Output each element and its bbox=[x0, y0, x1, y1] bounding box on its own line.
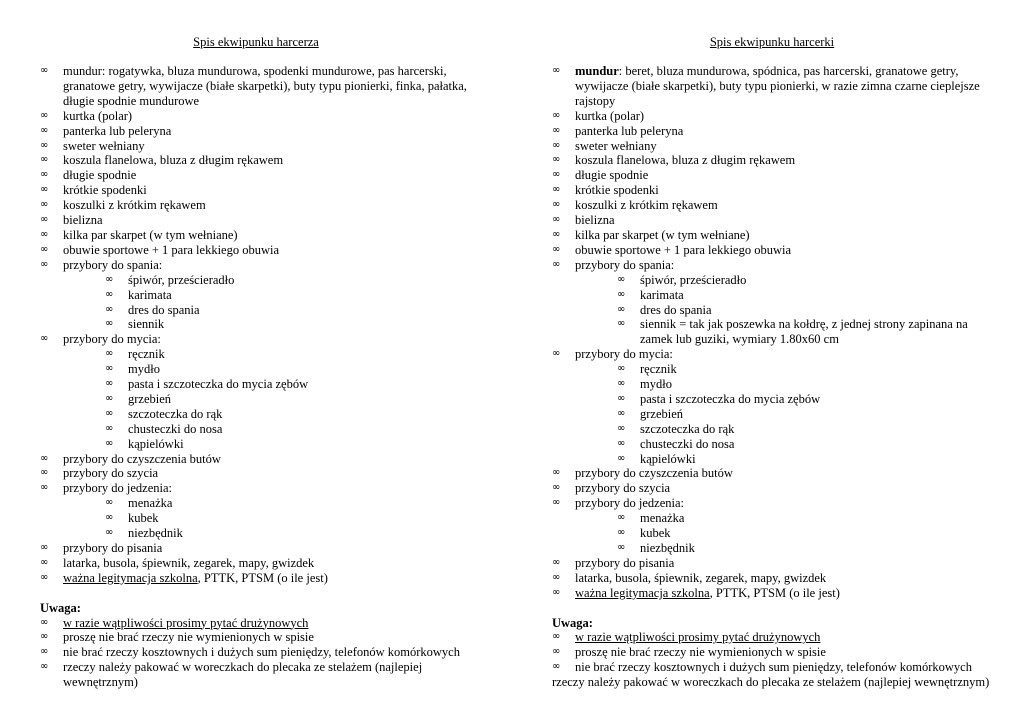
bullet-icon: ∞ bbox=[40, 452, 49, 464]
list-item: ∞ siennik = tak jak poszewka na kołdrę, z jednej strony zapinana na zamek lub guziki, wymiary 1.80x60 cm bbox=[617, 317, 968, 347]
list-item: ∞ kąpielówki bbox=[617, 451, 696, 466]
list-item: ∞ koszula flanelowa, bluza z długim rękawem bbox=[552, 153, 796, 168]
bullet-icon: ∞ bbox=[617, 452, 626, 464]
list-item: ∞ grzebień bbox=[617, 406, 684, 421]
bullet-icon: ∞ bbox=[105, 422, 114, 434]
bullet-icon: ∞ bbox=[40, 258, 49, 270]
list-item: ∞ przybory do szycia bbox=[40, 466, 159, 481]
list-item: ∞ obuwie sportowe + 1 para lekkiego obuwia bbox=[40, 242, 280, 257]
bullet-icon: ∞ bbox=[105, 407, 114, 419]
list-item: ∞ krótkie spodenki bbox=[552, 183, 659, 198]
list-item: ∞ śpiwór, prześcieradło bbox=[105, 272, 235, 287]
list-item: ∞ latarka, busola, śpiewnik, zegarek, mapy, gwizdek bbox=[40, 555, 315, 570]
bullet-icon: ∞ bbox=[552, 497, 561, 509]
list-item: ∞ karimata bbox=[617, 287, 684, 302]
ask-leaders-link[interactable]: w razie wątpliwości prosimy pytać drużynowych bbox=[63, 615, 309, 630]
bullet-icon: ∞ bbox=[105, 348, 114, 360]
list-item: ∞ dres do spania bbox=[105, 302, 200, 317]
notes-heading: Uwaga: bbox=[40, 600, 81, 615]
bullet-icon: ∞ bbox=[40, 228, 49, 240]
list-item: ∞ chusteczki do nosa bbox=[617, 436, 735, 451]
list-item: ∞ grzebień bbox=[105, 391, 172, 406]
list-item: ∞ sweter wełniany bbox=[552, 138, 657, 153]
boys-list-title: Spis ekwipunku harcerza bbox=[193, 35, 319, 49]
list-item: ∞ szczoteczka do rąk bbox=[105, 406, 223, 421]
bullet-icon: ∞ bbox=[617, 273, 626, 285]
bullet-icon: ∞ bbox=[552, 243, 561, 255]
list-item: ∞ kilka par skarpet (w tym wełniane) bbox=[40, 227, 238, 242]
note-item: ∞ proszę nie brać rzeczy nie wymienionych w spisie bbox=[40, 630, 314, 645]
bullet-icon: ∞ bbox=[40, 616, 49, 628]
list-item: ∞ panterka lub peleryna bbox=[40, 123, 172, 138]
sleep-gear-sublist bbox=[617, 273, 992, 348]
bullet-icon: ∞ bbox=[40, 169, 49, 181]
bullet-icon: ∞ bbox=[40, 571, 49, 583]
list-item: ∞ mydło bbox=[617, 377, 672, 392]
boys-equipment-list bbox=[40, 64, 472, 586]
notes-heading: Uwaga: bbox=[552, 615, 593, 630]
bullet-icon: ∞ bbox=[40, 109, 49, 121]
bullet-icon: ∞ bbox=[105, 363, 114, 375]
list-item: ∞ karimata bbox=[105, 287, 172, 302]
bullet-icon: ∞ bbox=[40, 139, 49, 151]
list-item: ∞ przybory do czyszczenia butów bbox=[552, 466, 733, 481]
bullet-icon: ∞ bbox=[552, 631, 561, 643]
bullet-icon: ∞ bbox=[617, 318, 626, 330]
bullet-icon: ∞ bbox=[552, 482, 561, 494]
bullet-icon: ∞ bbox=[40, 542, 49, 553]
bullet-icon: ∞ bbox=[40, 333, 49, 345]
list-item: ∞ obuwie sportowe + 1 para lekkiego obuwia bbox=[552, 242, 792, 257]
bullet-icon: ∞ bbox=[617, 378, 626, 390]
bullet-icon: ∞ bbox=[552, 348, 561, 360]
eat-gear-group: ∞ przybory do jedzenia: ∞ menażka ∞ kubek ∞ niezbędnik bbox=[40, 481, 472, 541]
bullet-icon: ∞ bbox=[552, 586, 561, 598]
list-item: ∞ niezbędnik bbox=[617, 541, 695, 555]
list-item: ∞ dres do spania bbox=[617, 302, 712, 317]
bullet-icon: ∞ bbox=[552, 214, 561, 226]
bullet-icon: ∞ bbox=[617, 303, 626, 315]
bullet-icon: ∞ bbox=[105, 512, 114, 524]
list-item: ∞ latarka, busola, śpiewnik, zegarek, mapy, gwizdek bbox=[552, 570, 827, 585]
ask-leaders-link[interactable]: w razie wątpliwości prosimy pytać drużynowych bbox=[575, 630, 821, 645]
list-item: ∞ siennik bbox=[105, 317, 165, 332]
list-item: ∞ przybory do pisania bbox=[552, 555, 675, 570]
wash-gear-sublist bbox=[617, 362, 992, 466]
bullet-icon: ∞ bbox=[552, 467, 561, 479]
bullet-icon: ∞ bbox=[40, 65, 49, 76]
bullet-icon: ∞ bbox=[105, 303, 114, 315]
bullet-icon: ∞ bbox=[40, 556, 49, 568]
note-item: ∞ rzeczy należy pakować w woreczkach do plecaka ze stelażem (najlepiej wewnętrznym) bbox=[40, 660, 423, 690]
bullet-icon: ∞ bbox=[40, 124, 49, 136]
list-item: ∞ ręcznik bbox=[105, 347, 165, 362]
school-id-link[interactable]: ważna legitymacja szkolna bbox=[575, 585, 710, 600]
list-item: ∞ mundur: beret, bluza mundurowa, spódnica, pas harcerski, granatowe getry, wywijacze (białe skarpetki), buty typu pionierki, w razie zimna czarne cieplejsze rajstopy bbox=[552, 64, 980, 108]
bullet-icon: ∞ bbox=[552, 154, 561, 166]
list-item: ∞ kilka par skarpet (w tym wełniane) bbox=[552, 227, 750, 242]
note-item: ∞ nie brać rzeczy kosztownych i dużych sum pieniędzy, telefonów komórkowych bbox=[552, 660, 972, 675]
list-item: ∞ długie spodnie bbox=[552, 168, 649, 183]
list-item: ∞ kubek bbox=[105, 511, 159, 526]
list-item: ∞ przybory do pisania bbox=[40, 541, 163, 555]
bullet-icon: ∞ bbox=[617, 363, 626, 375]
bullet-icon: ∞ bbox=[105, 437, 114, 449]
list-item: ∞ śpiwór, prześcieradło bbox=[617, 272, 747, 287]
boys-notes-list bbox=[40, 616, 472, 691]
note-item bbox=[552, 630, 992, 645]
bullet-icon: ∞ bbox=[40, 631, 49, 643]
sleep-gear-group: ∞ przybory do spania: ∞ śpiwór, prześcieradło ∞ karimata ∞ dres do spania ∞ siennik bbox=[40, 258, 472, 333]
note-item bbox=[40, 616, 472, 631]
list-item: ∞ kąpielówki bbox=[105, 436, 184, 451]
list-item: ∞ przybory do szycia bbox=[552, 481, 671, 496]
list-item: ∞ koszula flanelowa, bluza z długim rękawem bbox=[40, 153, 284, 168]
wash-gear-sublist bbox=[105, 347, 472, 451]
girls-notes-list bbox=[552, 630, 992, 675]
bullet-icon: ∞ bbox=[552, 199, 561, 211]
list-item: ∞ panterka lub peleryna bbox=[552, 123, 684, 138]
school-id-link[interactable]: ważna legitymacja szkolna bbox=[63, 570, 198, 585]
bullet-icon: ∞ bbox=[552, 169, 561, 181]
list-item: ∞ koszulki z krótkim rękawem bbox=[40, 198, 206, 213]
bullet-icon: ∞ bbox=[617, 392, 626, 404]
bullet-icon: ∞ bbox=[617, 527, 626, 539]
list-item: ∞ niezbędnik bbox=[105, 526, 183, 541]
bullet-icon: ∞ bbox=[552, 661, 561, 673]
bullet-icon: ∞ bbox=[40, 243, 49, 255]
packing-note: rzeczy należy pakować w woreczkach do plecaka ze stelażem (najlepiej wewnętrznym) bbox=[552, 675, 990, 690]
bullet-icon: ∞ bbox=[552, 184, 561, 196]
bullet-icon: ∞ bbox=[552, 258, 561, 270]
list-item: ∞ długie spodnie bbox=[40, 168, 137, 183]
eat-gear-sublist bbox=[105, 496, 472, 541]
bullet-icon: ∞ bbox=[552, 109, 561, 121]
wash-gear-group: ∞ przybory do mycia: ∞ ręcznik ∞ mydło ∞ pasta i szczoteczka do mycia zębów ∞ grzebień ∞ szczoteczka do rąk ∞ chusteczki do nosa ∞ kąpielówki bbox=[552, 347, 992, 466]
bullet-icon: ∞ bbox=[105, 273, 114, 285]
girls-list-title: Spis ekwipunku harcerki bbox=[709, 35, 835, 49]
bullet-icon: ∞ bbox=[552, 65, 561, 76]
list-item: ∞ mundur: rogatywka, bluza mundurowa, spodenki mundurowe, pas harcerski, granatowe getry, wywijacze (białe skarpetki), buty typu pionierki, finka, pałatka, długie spodnie mundurowe bbox=[40, 64, 467, 108]
list-item: ∞ pasta i szczoteczka do mycia zębów bbox=[105, 377, 309, 392]
bullet-icon: ∞ bbox=[617, 542, 626, 553]
list-item: ∞ menażka bbox=[105, 496, 173, 511]
eat-gear-group: ∞ przybory do jedzenia: ∞ menażka ∞ kubek ∞ niezbędnik bbox=[552, 496, 992, 556]
list-item: ∞ bielizna bbox=[40, 213, 103, 228]
bullet-icon: ∞ bbox=[105, 288, 114, 300]
bullet-icon: ∞ bbox=[617, 512, 626, 524]
list-item: ∞ bielizna bbox=[552, 213, 615, 228]
eat-gear-sublist bbox=[617, 511, 992, 556]
bullet-icon: ∞ bbox=[552, 556, 561, 568]
bullet-icon: ∞ bbox=[552, 139, 561, 151]
bullet-icon: ∞ bbox=[552, 571, 561, 583]
bullet-icon: ∞ bbox=[617, 437, 626, 449]
bullet-icon: ∞ bbox=[617, 407, 626, 419]
list-item: ∞ kurtka (polar) bbox=[552, 108, 645, 123]
list-item: ∞ ręcznik bbox=[617, 362, 677, 377]
list-item: ∞ przybory do czyszczenia butów bbox=[40, 451, 221, 466]
bullet-icon: ∞ bbox=[105, 527, 114, 539]
list-item: ∞ chusteczki do nosa bbox=[105, 421, 223, 436]
list-item: ∞ ważna legitymacja szkolna, PTTK, PTSM (o ile jest) bbox=[40, 570, 328, 585]
bullet-icon: ∞ bbox=[40, 646, 49, 658]
list-item: ∞ pasta i szczoteczka do mycia zębów bbox=[617, 391, 821, 406]
bullet-icon: ∞ bbox=[105, 378, 114, 390]
bullet-icon: ∞ bbox=[40, 199, 49, 211]
bullet-icon: ∞ bbox=[40, 214, 49, 226]
bullet-icon: ∞ bbox=[552, 124, 561, 136]
list-item: ∞ ważna legitymacja szkolna, PTTK, PTSM (o ile jest) bbox=[552, 585, 840, 600]
list-item: ∞ koszulki z krótkim rękawem bbox=[552, 198, 718, 213]
list-item: ∞ menażka bbox=[617, 511, 685, 526]
list-item: ∞ sweter wełniany bbox=[40, 138, 145, 153]
list-item: ∞ krótkie spodenki bbox=[40, 183, 147, 198]
sleep-gear-group: ∞ przybory do spania: ∞ śpiwór, prześcieradło ∞ karimata ∞ dres do spania ∞ siennik = tak jak poszewka na kołdrę, z jednej strony zapinana na zamek lub guziki, wymiary 1.80x60 cm bbox=[552, 258, 992, 347]
bullet-icon: ∞ bbox=[552, 228, 561, 240]
bullet-icon: ∞ bbox=[105, 392, 114, 404]
list-item: ∞ kubek bbox=[617, 526, 671, 541]
note-item: ∞ nie brać rzeczy kosztownych i dużych sum pieniędzy, telefonów komórkowych bbox=[40, 645, 460, 660]
bullet-icon: ∞ bbox=[552, 646, 561, 658]
list-item: ∞ kurtka (polar) bbox=[40, 108, 133, 123]
bullet-icon: ∞ bbox=[40, 184, 49, 196]
list-item: ∞ mydło bbox=[105, 362, 160, 377]
bullet-icon: ∞ bbox=[105, 318, 114, 330]
bullet-icon: ∞ bbox=[40, 154, 49, 166]
wash-gear-group: ∞ przybory do mycia: ∞ ręcznik ∞ mydło ∞ pasta i szczoteczka do mycia zębów ∞ grzebień ∞ szczoteczka do rąk ∞ chusteczki do nosa ∞ kąpielówki bbox=[40, 332, 472, 451]
bullet-icon: ∞ bbox=[617, 422, 626, 434]
bullet-icon: ∞ bbox=[40, 661, 49, 673]
bullet-icon: ∞ bbox=[40, 482, 49, 494]
note-item: ∞ proszę nie brać rzeczy nie wymienionych w spisie bbox=[552, 645, 826, 660]
list-item: ∞ szczoteczka do rąk bbox=[617, 421, 735, 436]
girls-equipment-list bbox=[552, 64, 992, 601]
bullet-icon: ∞ bbox=[617, 288, 626, 300]
bullet-icon: ∞ bbox=[105, 497, 114, 509]
bullet-icon: ∞ bbox=[40, 467, 49, 479]
sleep-gear-sublist bbox=[105, 273, 472, 333]
